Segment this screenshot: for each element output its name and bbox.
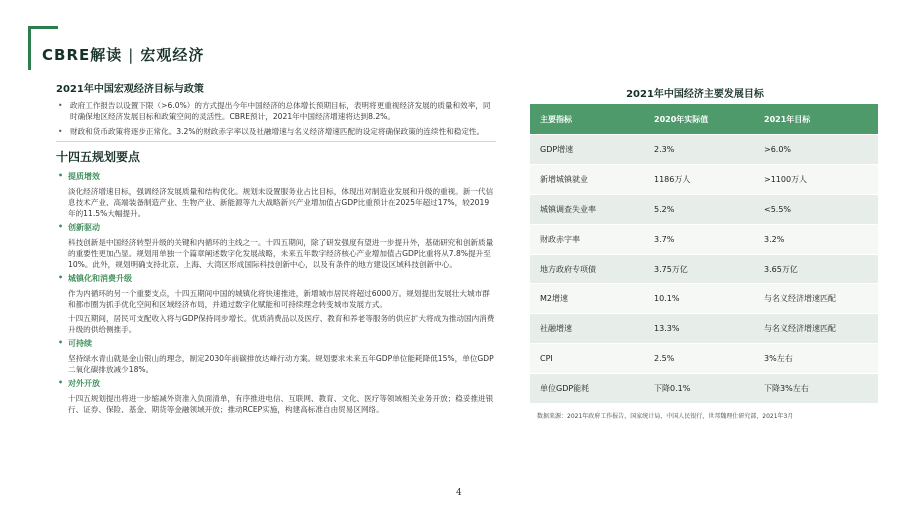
plan-item-text: 作为内循环的另一个重要支点，十四五期间中国的城镇化将快速推进，新增城市居民将超过6000万。规划提出发展壮大城市群和都市圈为抓手优化空间和区域经济布局，并通过数字化赋能和可持续理念转变城市发展方式。	[68, 289, 490, 309]
table-cell: 与名义经济增速匹配	[754, 314, 878, 344]
table-cell: 1186万人	[644, 164, 754, 194]
table-cell: 财政赤字率	[530, 224, 644, 254]
table-cell: 下降3%左右	[754, 374, 878, 403]
column-header: 2020年实际值	[644, 104, 754, 135]
table-row	[530, 194, 878, 224]
corner-accent-vertical	[28, 26, 31, 70]
plan-item	[56, 338, 496, 375]
table-row	[530, 374, 878, 403]
left-column	[56, 80, 496, 418]
table-cell: 3.7%	[644, 224, 754, 254]
table-row	[530, 254, 878, 284]
table-cell: >6.0%	[754, 135, 878, 165]
table-cell: <5.5%	[754, 194, 878, 224]
table-cell: 2.5%	[644, 344, 754, 374]
plan-item-heading: • 城镇化和消费升级	[56, 273, 496, 284]
corner-accent-horizontal	[28, 26, 58, 29]
header-brand: CBRE解读	[42, 46, 123, 64]
section-divider	[56, 141, 496, 142]
page-number: 4	[456, 488, 462, 498]
targets-table-title: 2021年中国经济主要发展目标	[626, 89, 764, 100]
plan-item-heading: • 创新驱动	[56, 222, 496, 233]
table-cell: 5.2%	[644, 194, 754, 224]
plan-item	[56, 378, 496, 415]
table-cell: 城镇调查失业率	[530, 194, 644, 224]
plan-title: 十四五规划要点	[56, 150, 141, 164]
table-cell: 2.3%	[644, 135, 754, 165]
table-row	[530, 224, 878, 254]
table-cell: 10.1%	[644, 284, 754, 314]
header-separator: |	[128, 46, 135, 64]
plan-item	[56, 273, 496, 335]
plan-item-heading: • 提质增效	[56, 171, 496, 182]
table-cell: 单位GDP能耗	[530, 374, 644, 403]
plan-item	[56, 171, 496, 219]
data-source-note: 数据来源：2021年政府工作报告，国家统计局，中国人民银行，世邦魏理仕研究部，2021年3月	[537, 413, 794, 420]
table-header-row	[530, 104, 878, 135]
intro-bullet: • 财政和货币政策将逐步正常化。3.2%的财政赤字率以及社融增速与名义经济增速匹配的设定将确保政策的连续性和稳定性。	[56, 126, 496, 137]
table-cell: 3.75万亿	[644, 254, 754, 284]
table-cell: 下降0.1%	[644, 374, 754, 403]
table-cell: 13.3%	[644, 314, 754, 344]
column-header: 2021年目标	[754, 104, 878, 135]
intro-bullet: • 政府工作报告以设置下限（>6.0%）的方式提出今年中国经济的总体增长预期目标，表明将更重视经济发展的质量和效率，同时确保地区经济发展目标和政策空间的灵活性。CBRE预计，2021年中国经济增速将达到8.2%。	[56, 100, 496, 122]
table-cell: 社融增速	[530, 314, 644, 344]
plan-item-text: 坚持绿水青山就是金山银山的理念，制定2030年前碳排放达峰行动方案。规划要求未来五年GDP单位能耗降低15%，单位GDP二氧化碳排放减少18%。	[68, 354, 494, 374]
plan-item-heading: • 可持续	[56, 338, 496, 349]
table-row	[530, 284, 878, 314]
targets-table	[530, 104, 878, 403]
table-cell: 新增城镇就业	[530, 164, 644, 194]
table-cell: 与名义经济增速匹配	[754, 284, 878, 314]
table-cell: 3.2%	[754, 224, 878, 254]
table-cell: M2增速	[530, 284, 644, 314]
plan-item-text: 淡化经济增速目标，强调经济发展质量和结构优化。规划未设置服务业占比目标，体现出对制造业发展和升级的重视。新一代信息技术产业、高端装备制造产业、生物产业、新能源等九大战略新兴产业增加值占GDP比重预计在2025年超过17%，较2019年的11.5%大幅提升。	[68, 187, 494, 218]
plan-item-text: 十四五期间，居民可支配收入将与GDP保持同步增长。优质消费品以及医疗、教育和养老等服务的供应扩大将成为推动国内消费升级的供给侧推手。	[68, 314, 495, 334]
table-cell: GDP增速	[530, 135, 644, 165]
plan-item-heading: • 对外开放	[56, 378, 496, 389]
table-cell: 3.65万亿	[754, 254, 878, 284]
table-row	[530, 314, 878, 344]
plan-item-text: 十四五规划提出将进一步缩减外资准入负面清单，有序推进电信、互联网、教育、文化、医疗等领域相关业务开放；稳妥推进银行、证券、保险、基金、期货等金融领域开放；推动RCEP实施，构建高标准自由贸易区网络。	[68, 394, 494, 414]
table-cell: 3%左右	[754, 344, 878, 374]
table-cell: 地方政府专项债	[530, 254, 644, 284]
table-row	[530, 344, 878, 374]
table-cell: >1100万人	[754, 164, 878, 194]
plan-item-text: 科技创新是中国经济转型升级的关键和内循环的主线之一。十四五期间，除了研发强度有望进一步提升外，基础研究和创新质量的重要性更加凸显。规划用单独一个篇章阐述数字化发展战略，未来五年数字经济核心产业增加值占GDP比重将从7.8%提升至10%。此外，规划明确支持北京、上海、大湾区形成国际科技创新中心，以及有条件的地方建设区域科技创新中心。	[68, 238, 494, 269]
table-row	[530, 135, 878, 165]
intro-title: 2021年中国宏观经济目标与政策	[56, 84, 204, 95]
table-row	[530, 164, 878, 194]
table-cell: CPI	[530, 344, 644, 374]
column-header: 主要指标	[530, 104, 644, 135]
intro-bullets	[56, 100, 496, 137]
page-header	[42, 44, 204, 65]
plan-item	[56, 222, 496, 270]
header-title: 宏观经济	[140, 46, 205, 64]
